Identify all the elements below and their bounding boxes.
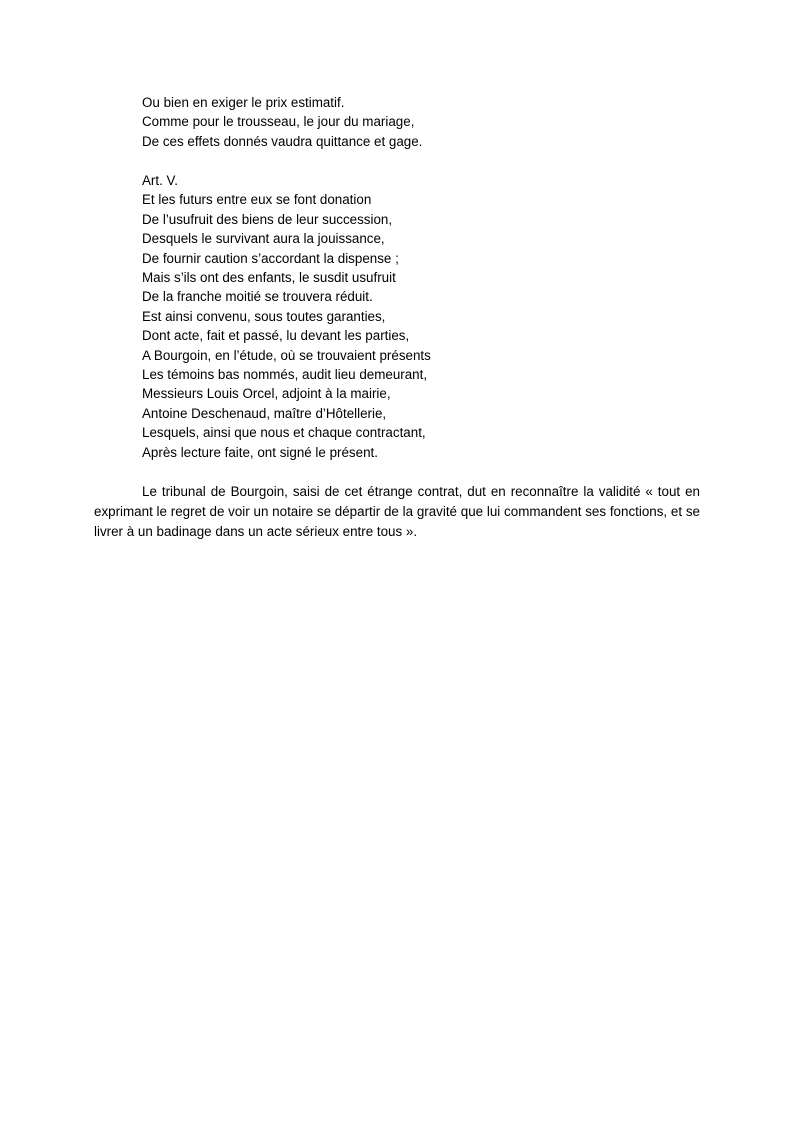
verse-block-article-v xyxy=(142,171,702,462)
verse-line: De fournir caution s’accordant la dispense ; xyxy=(142,250,399,266)
verse-line: Mais s’ils ont des enfants, le susdit usufruit xyxy=(142,270,396,286)
verse-line: Les témoins bas nommés, audit lieu demeurant, xyxy=(142,367,428,383)
verse-line: Lesquels, ainsi que nous et chaque contractant, xyxy=(142,425,426,441)
article-heading: Art. V. xyxy=(142,173,178,188)
verse-line: Après lecture faite, ont signé le présent. xyxy=(142,444,378,460)
verse-line: Est ainsi convenu, sous toutes garanties, xyxy=(142,308,386,324)
verse-line: Antoine Deschenaud, maître d’Hôtellerie, xyxy=(142,405,387,421)
verse-line: Comme pour le trousseau, le jour du mariage, xyxy=(142,114,415,130)
verse-block-top xyxy=(142,93,702,151)
verse-line: Et les futurs entre eux se font donation xyxy=(142,192,372,208)
verse-line: Dont acte, fait et passé, lu devant les parties, xyxy=(142,328,410,344)
verse-line: A Bourgoin, en l’étude, où se trouvaient présents xyxy=(142,347,431,363)
verse-line: Messieurs Louis Orcel, adjoint à la mairie, xyxy=(142,386,391,402)
verse-line: De l’usufruit des biens de leur succession, xyxy=(142,211,393,227)
verse-line: De ces effets donnés vaudra quittance et gage. xyxy=(142,133,423,149)
closing-paragraph: Le tribunal de Bourgoin, saisi de cet étrange contrat, dut en reconnaître la validité « tout en exprimant le regret de voir un notaire se départir de la gravité que lui commandent ses fonctions, et se livrer à un badinage dans un acte sérieux entre tous ». xyxy=(94,484,700,539)
verse-line: De la franche moitié se trouvera réduit. xyxy=(142,289,373,305)
verse-line: Desquels le survivant aura la jouissance, xyxy=(142,231,385,247)
verse-line: Ou bien en exiger le prix estimatif. xyxy=(142,95,345,110)
